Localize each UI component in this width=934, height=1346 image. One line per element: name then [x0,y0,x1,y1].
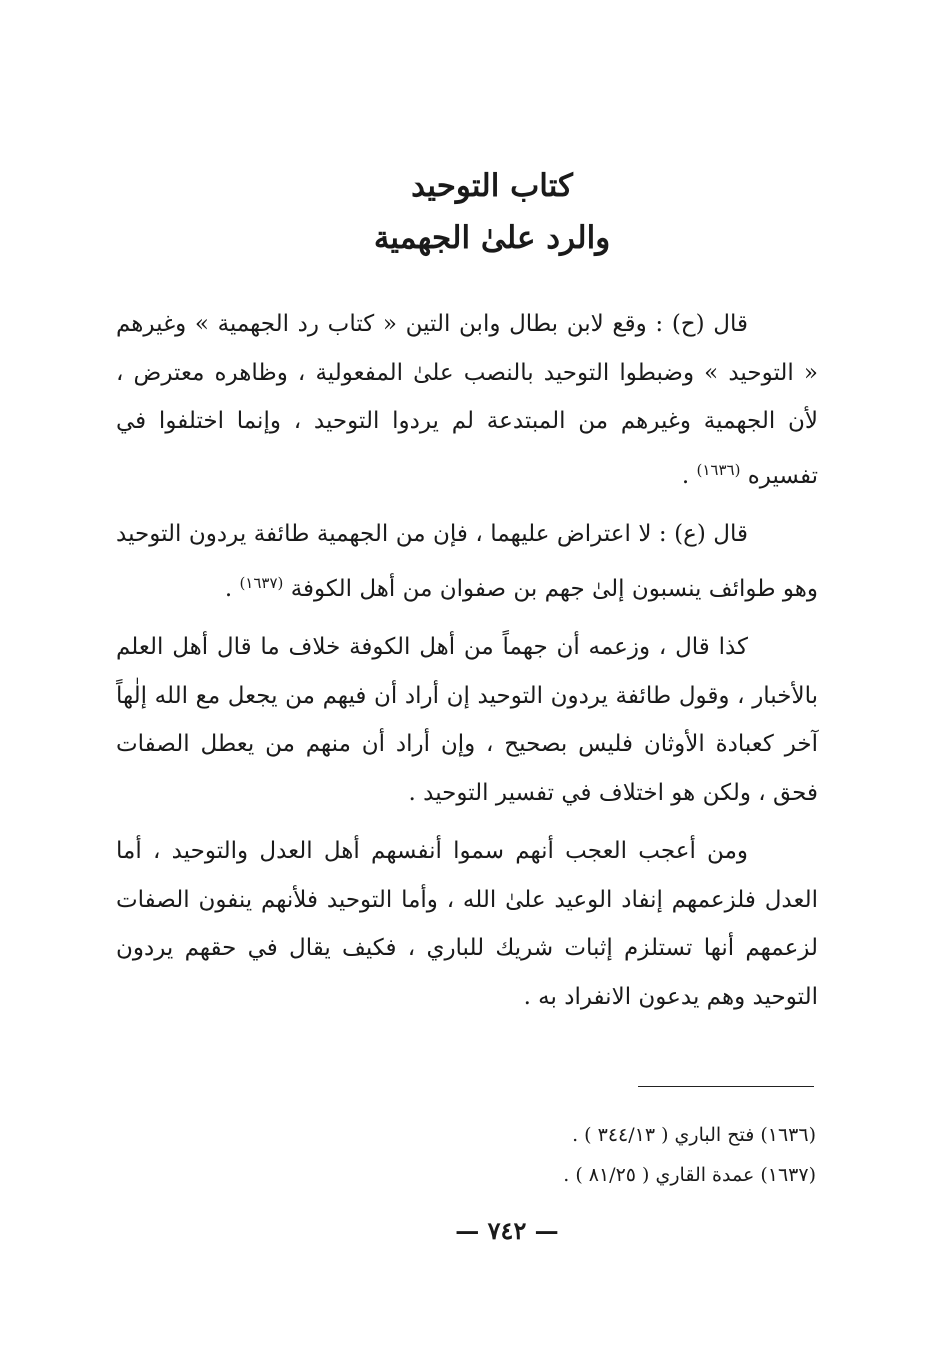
title-line-2: والرد علىٰ الجهمية [373,220,611,256]
paragraph-3 [116,623,818,817]
paragraph-1 [116,300,818,500]
footnote-ref-1637: (١٦٣٧) [239,573,284,592]
title-line-1: كتاب التوحيد [411,168,573,204]
chapter-title [0,160,934,264]
footnote-1637: (١٦٣٧) عمدة القاري ( ٨١/٢٥ ) . [563,1164,816,1186]
footnote-ref-1636: (١٦٣٦) [696,460,741,479]
paragraph-2-text: قال (ع) : لا اعتراض عليهما ، فإن من الجهمية طائفة يردون التوحيد وهو طوائف ينسبون إلىٰ جهم بن صفوان من أهل الكوفة [116,521,818,602]
body-text [116,300,818,1031]
paragraph-1-text: قال (ح) : وقع لابن بطال وابن التين « كتاب رد الجهمية » وغيرهم « التوحيد » وضبطوا التوحيد بالنصب علىٰ المفعولية ، وظاهره معترض ، لأن الجهمية وغيرهم من المبتدعة لم يردوا التوحيد ، وإنما اختلفوا في تفسيره [116,311,818,489]
footnotes [216,1115,816,1195]
paragraph-4 [116,827,818,1021]
paragraph-2-end: . [224,575,240,602]
paragraph-1-end: . [681,462,697,489]
paragraph-4-text: ومن أعجب العجب أنهم سموا أنفسهم أهل العدل والتوحيد ، أما العدل فلزعمهم إنفاد الوعيد علىٰ الله ، وأما التوحيد فلأنهم ينفون الصفات لزعمهم أنها تستلزم إثبات شريك للباري ، فكيف يقال في حقهم يردون التوحيد وهم يدعون الانفراد به . [116,838,818,1010]
footnote-divider [638,1086,814,1087]
paragraph-2 [116,510,818,613]
footnote-1636: (١٦٣٦) فتح الباري ( ٣٤٤/١٣ ) . [572,1124,816,1146]
paragraph-3-text: كذا قال ، وزعمه أن جهماً من أهل الكوفة خلاف ما قال أهل العلم بالأخبار ، وقول طائفة يردون التوحيد إن أراد أن فيهم من يجعل مع الله إلٰهاً آخر كعبادة الأوثان فليس بصحيح ، وإن أراد أن منهم من يعطل الصفات فحق ، ولكن هو اختلاف في تفسير التوحيد . [116,634,818,806]
page-number: — ٧٤٢ — [455,1216,559,1245]
